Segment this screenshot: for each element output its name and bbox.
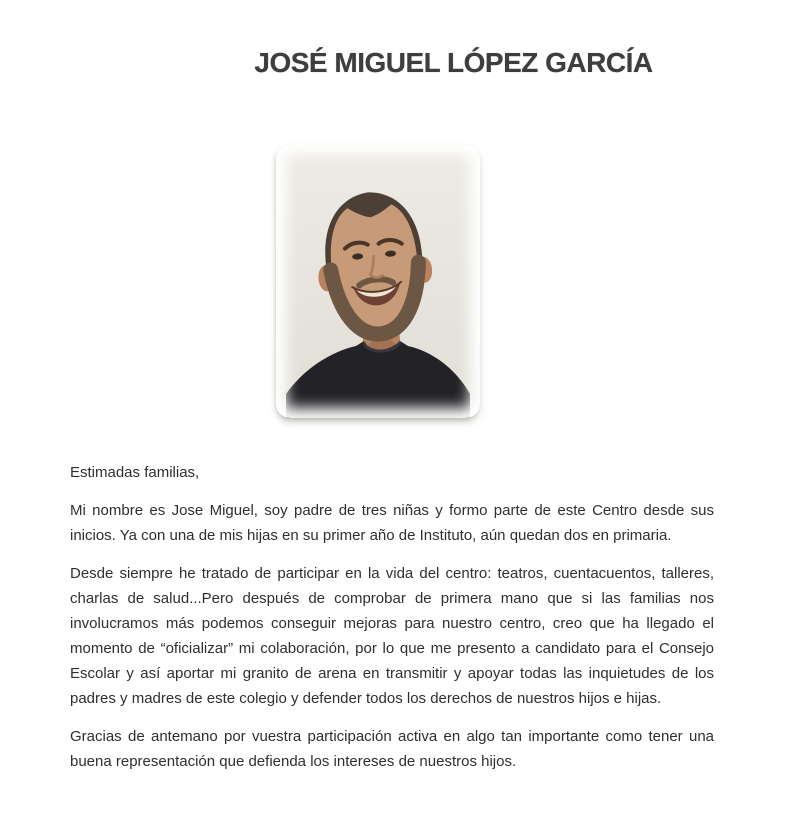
text-line: Desde siempre he tratado de participar en la vida del centro: teatros, cuentacuentos, talleres, bbox=[70, 565, 714, 582]
letter-body bbox=[70, 460, 714, 787]
closing-paragraph bbox=[70, 724, 714, 774]
greeting-paragraph bbox=[70, 460, 714, 485]
text-line: momento de “oficializar” mi colaboración, por lo que me presento a candidato para el Consejo bbox=[70, 640, 714, 657]
document-title-text: JOSÉ MIGUEL LÓPEZ GARCÍA bbox=[254, 47, 653, 78]
text-line: charlas de salud...Pero después de comprobar de primera mano que si las familias nos bbox=[70, 590, 714, 607]
smiling-man-illustration bbox=[276, 144, 480, 418]
text-line: Mi nombre es Jose Miguel, soy padre de tres niñas y formo parte de este Centro desde sus bbox=[70, 502, 714, 519]
text-line: Gracias de antemano por vuestra participación activa en algo tan importante como tener una bbox=[70, 728, 714, 745]
text-line: padres y madres de este colegio y defender todos los derechos de nuestros hijos e hijas. bbox=[70, 690, 662, 707]
text-line: Escolar y así aportar mi granito de arena en transmitir y apoyar todas las inquietudes de los bbox=[70, 665, 714, 682]
candidacy-paragraph bbox=[70, 561, 714, 711]
text-line: involucramos más podemos conseguir mejoras para nuestro centro, creo que ha llegado el bbox=[70, 615, 714, 632]
text-line: Estimadas familias, bbox=[70, 464, 200, 481]
document-title bbox=[0, 47, 793, 79]
portrait-photo bbox=[276, 144, 480, 418]
text-line: buena representación que defienda los intereses de nuestros hijos. bbox=[70, 753, 517, 770]
intro-paragraph bbox=[70, 498, 714, 548]
text-line: inicios. Ya con una de mis hijas en su primer año de Instituto, aún quedan dos en primaria. bbox=[70, 527, 672, 544]
